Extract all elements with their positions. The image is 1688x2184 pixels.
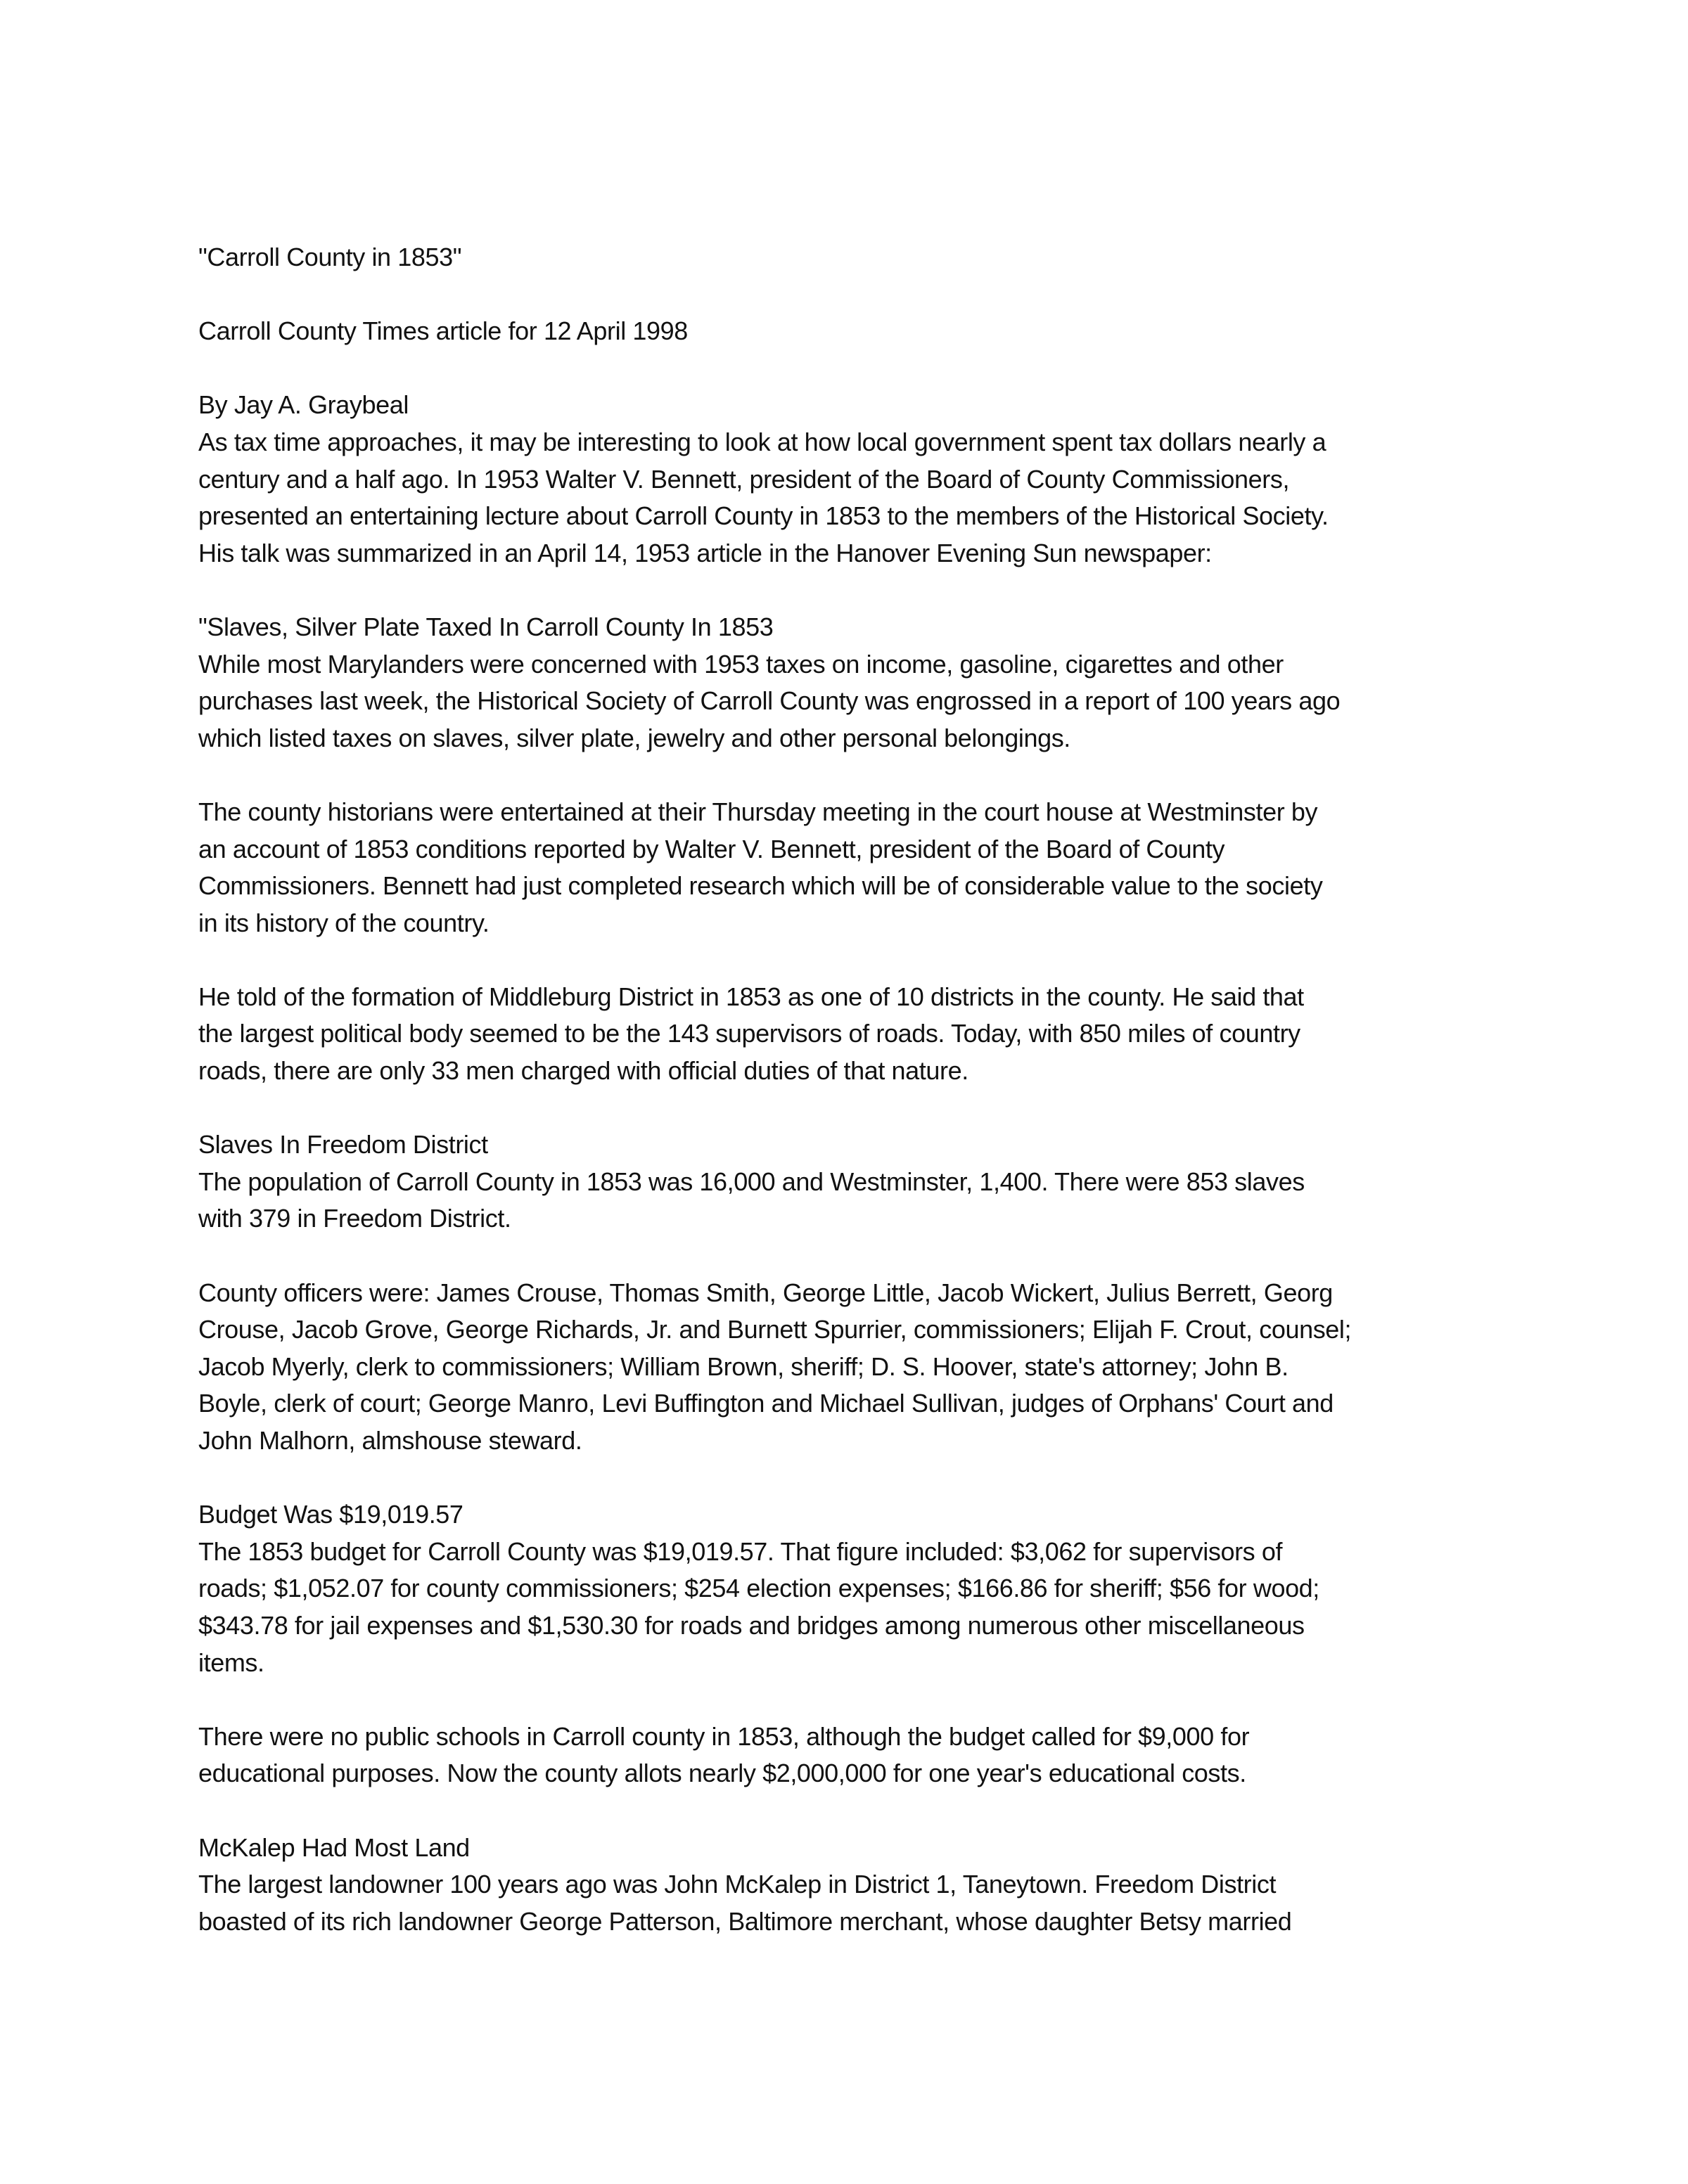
paragraph xyxy=(198,1275,1535,1460)
text-line: the largest political body seemed to be the 143 supervisors of roads. Today, with 850 miles of country xyxy=(198,1019,1300,1048)
text-line: boasted of its rich landowner George Patterson, Baltimore merchant, whose daughter Betsy married xyxy=(198,1906,1292,1936)
text-line: Jacob Myerly, clerk to commissioners; William Brown, sheriff; D. S. Hoover, state's attorney; John B. xyxy=(198,1351,1289,1381)
paragraph xyxy=(198,1719,1535,1792)
text-line: roads; $1,052.07 for county commissioners; $254 election expenses; $166.86 for sheriff; $56 for wood; xyxy=(198,1574,1319,1603)
text-line: purchases last week, the Historical Society of Carroll County was engrossed in a report of 100 years ago xyxy=(198,686,1341,716)
text-line: Crouse, Jacob Grove, George Richards, Jr. and Burnett Spurrier, commissioners; Elijah F. Crout, counsel; xyxy=(198,1315,1352,1344)
text-line: Budget Was $19,019.57 xyxy=(198,1500,463,1529)
paragraph xyxy=(198,1496,1535,1681)
article-subtitle: Carroll County Times article for 12 April 1998 xyxy=(198,316,688,346)
text-line: By Jay A. Graybeal xyxy=(198,390,409,420)
text-line: His talk was summarized in an April 14, 1953 article in the Hanover Evening Sun newspaper: xyxy=(198,538,1212,567)
text-line: County officers were: James Crouse, Thomas Smith, George Little, Jacob Wickert, Julius Berrett, Georg xyxy=(198,1278,1333,1307)
text-line: The 1853 budget for Carroll County was $19,019.57. That figure included: $3,062 for supervisors of xyxy=(198,1536,1283,1566)
text-line: century and a half ago. In 1953 Walter V. Bennett, president of the Board of County Commissioners, xyxy=(198,464,1290,494)
text-line: educational purposes. Now the county allots nearly $2,000,000 for one year's educational costs. xyxy=(198,1759,1246,1788)
paragraph xyxy=(198,794,1535,942)
text-line: Boyle, clerk of court; George Manro, Levi Buffington and Michael Sullivan, judges of Orphans' Court and xyxy=(198,1389,1334,1418)
text-line: While most Marylanders were concerned with 1953 taxes on income, gasoline, cigarettes and other xyxy=(198,649,1284,679)
text-line: John Malhorn, almshouse steward. xyxy=(198,1426,582,1455)
paragraph xyxy=(198,1126,1535,1238)
text-line: The county historians were entertained at their Thursday meeting in the court house at Westminster by xyxy=(198,797,1318,826)
paragraph xyxy=(198,609,1535,757)
text-line: with 379 in Freedom District. xyxy=(198,1204,511,1233)
text-line: in its history of the country. xyxy=(198,908,490,937)
text-line: He told of the formation of Middleburg District in 1853 as one of 10 districts in the county. He said that xyxy=(198,982,1304,1011)
paragraph xyxy=(198,387,1535,572)
article-title: "Carroll County in 1853" xyxy=(198,243,462,271)
text-line: $343.78 for jail expenses and $1,530.30 for roads and bridges among numerous other miscellaneous xyxy=(198,1610,1305,1640)
article-body xyxy=(198,387,1535,1940)
paragraph xyxy=(198,979,1535,1090)
text-line: As tax time approaches, it may be interesting to look at how local government spent tax dollars nearly a xyxy=(198,427,1326,456)
text-line: an account of 1853 conditions reported by Walter V. Bennett, president of the Board of County xyxy=(198,834,1225,863)
text-line: "Slaves, Silver Plate Taxed In Carroll County In 1853 xyxy=(198,612,774,641)
text-line: McKalep Had Most Land xyxy=(198,1832,470,1862)
paragraph xyxy=(198,1830,1535,1941)
document-page xyxy=(198,239,1535,1977)
text-line: which listed taxes on slaves, silver plate, jewelry and other personal belongings. xyxy=(198,723,1070,752)
text-line: presented an entertaining lecture about Carroll County in 1853 to the members of the Historical Society. xyxy=(198,501,1329,531)
text-line: roads, there are only 33 men charged with official duties of that nature. xyxy=(198,1056,968,1086)
text-line: The largest landowner 100 years ago was John McKalep in District 1, Taneytown. Freedom District xyxy=(198,1870,1277,1899)
text-line: The population of Carroll County in 1853 was 16,000 and Westminster, 1,400. There were 853 slaves xyxy=(198,1167,1305,1196)
text-line: Slaves In Freedom District xyxy=(198,1130,488,1160)
text-line: items. xyxy=(198,1647,264,1677)
text-line: There were no public schools in Carroll county in 1853, although the budget called for $9,000 for xyxy=(198,1721,1250,1751)
text-line: Commissioners. Bennett had just completed research which will be of considerable value to the society xyxy=(198,871,1323,901)
